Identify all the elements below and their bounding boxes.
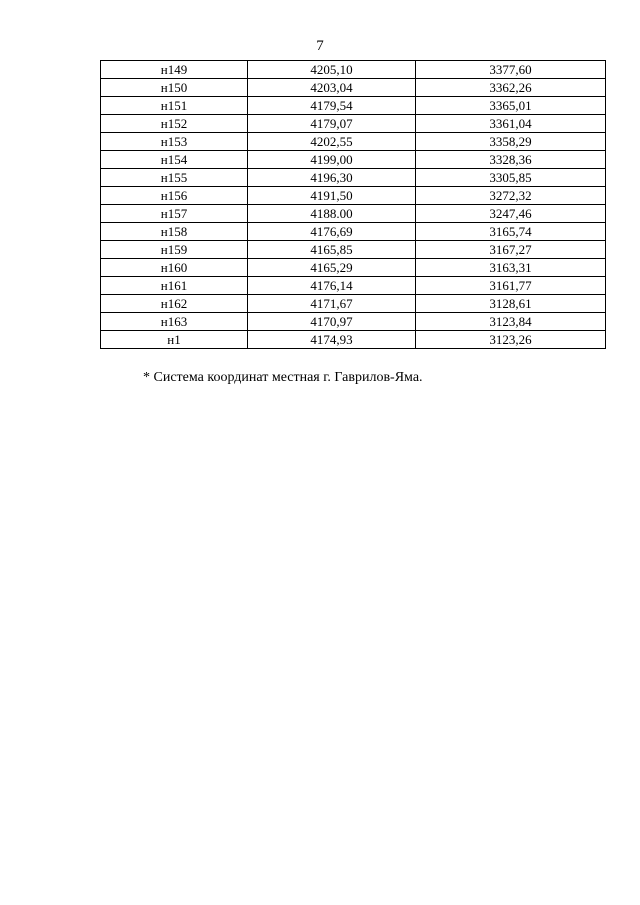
y-coordinate-cell: 3328,36 — [416, 151, 606, 169]
x-coordinate-cell: 4170,97 — [248, 313, 416, 331]
table-row — [101, 295, 606, 313]
y-coordinate-cell: 3377,60 — [416, 61, 606, 79]
point-id-cell: н159 — [101, 241, 248, 259]
table-row — [101, 187, 606, 205]
table-row — [101, 241, 606, 259]
point-id-cell: н158 — [101, 223, 248, 241]
table-row — [101, 115, 606, 133]
point-id-cell: н1 — [101, 331, 248, 349]
point-id-cell: н150 — [101, 79, 248, 97]
table-row — [101, 277, 606, 295]
point-id-cell: н154 — [101, 151, 248, 169]
table-row — [101, 133, 606, 151]
x-coordinate-cell: 4179,07 — [248, 115, 416, 133]
y-coordinate-cell: 3362,26 — [416, 79, 606, 97]
y-coordinate-cell: 3358,29 — [416, 133, 606, 151]
x-coordinate-cell: 4174,93 — [248, 331, 416, 349]
y-coordinate-cell: 3123,26 — [416, 331, 606, 349]
table-row — [101, 223, 606, 241]
y-coordinate-cell: 3272,32 — [416, 187, 606, 205]
x-coordinate-cell: 4176,69 — [248, 223, 416, 241]
x-coordinate-cell: 4205,10 — [248, 61, 416, 79]
point-id-cell: н161 — [101, 277, 248, 295]
point-id-cell: н155 — [101, 169, 248, 187]
point-id-cell: н156 — [101, 187, 248, 205]
point-id-cell: н153 — [101, 133, 248, 151]
coordinates-table-body — [101, 61, 606, 349]
point-id-cell: н149 — [101, 61, 248, 79]
table-row — [101, 151, 606, 169]
point-id-cell: н160 — [101, 259, 248, 277]
table-row — [101, 79, 606, 97]
footnote: * Система координат местная г. Гаврилов-Яма. — [143, 370, 423, 385]
y-coordinate-cell: 3165,74 — [416, 223, 606, 241]
x-coordinate-cell: 4165,85 — [248, 241, 416, 259]
x-coordinate-cell: 4176,14 — [248, 277, 416, 295]
x-coordinate-cell: 4196,30 — [248, 169, 416, 187]
y-coordinate-cell: 3163,31 — [416, 259, 606, 277]
x-coordinate-cell: 4202,55 — [248, 133, 416, 151]
x-coordinate-cell: 4165,29 — [248, 259, 416, 277]
x-coordinate-cell: 4199,00 — [248, 151, 416, 169]
y-coordinate-cell: 3365,01 — [416, 97, 606, 115]
x-coordinate-cell: 4179,54 — [248, 97, 416, 115]
point-id-cell: н152 — [101, 115, 248, 133]
table-row — [101, 331, 606, 349]
point-id-cell: н163 — [101, 313, 248, 331]
x-coordinate-cell: 4191,50 — [248, 187, 416, 205]
table-row — [101, 169, 606, 187]
table-row — [101, 61, 606, 79]
coordinates-table — [100, 60, 606, 349]
y-coordinate-cell: 3123,84 — [416, 313, 606, 331]
y-coordinate-cell: 3361,04 — [416, 115, 606, 133]
point-id-cell: н157 — [101, 205, 248, 223]
point-id-cell: н162 — [101, 295, 248, 313]
table-row — [101, 205, 606, 223]
x-coordinate-cell: 4188.00 — [248, 205, 416, 223]
y-coordinate-cell: 3161,77 — [416, 277, 606, 295]
y-coordinate-cell: 3128,61 — [416, 295, 606, 313]
page-number: 7 — [316, 38, 324, 54]
x-coordinate-cell: 4203,04 — [248, 79, 416, 97]
x-coordinate-cell: 4171,67 — [248, 295, 416, 313]
table-row — [101, 313, 606, 331]
table-row — [101, 97, 606, 115]
y-coordinate-cell: 3305,85 — [416, 169, 606, 187]
y-coordinate-cell: 3247,46 — [416, 205, 606, 223]
table-row — [101, 259, 606, 277]
y-coordinate-cell: 3167,27 — [416, 241, 606, 259]
point-id-cell: н151 — [101, 97, 248, 115]
